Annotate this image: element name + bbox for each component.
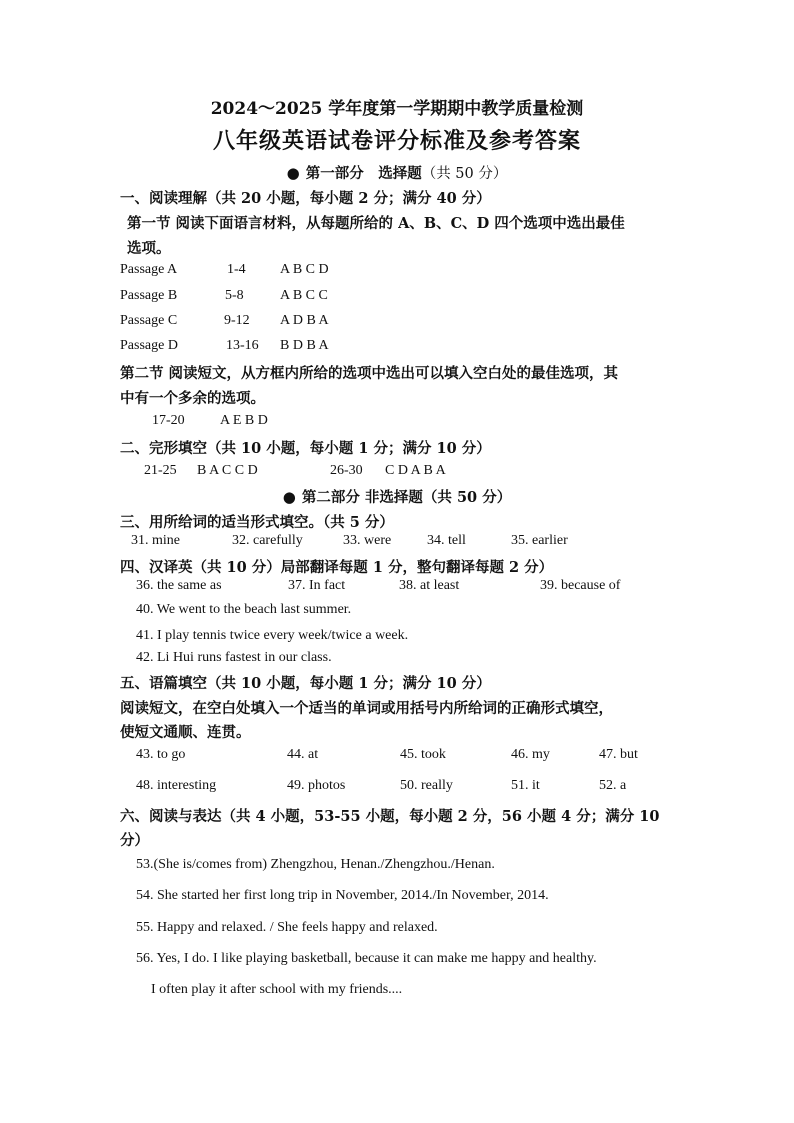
part2-title: 第二部分 非选择题（共 50 分） <box>301 489 512 506</box>
section1-part1-instruction-cont: 选项。 <box>127 240 171 257</box>
section1-part2-instruction-cont: 中有一个多余的选项。 <box>120 390 265 407</box>
section4-heading: 四、汉译英（共 10 分）局部翻译每题 1 分，整句翻译每题 2 分） <box>120 559 554 576</box>
section5-instruction: 阅读短文，在空白处填入一个适当的单词或用括号内所给词的正确形式填空， <box>120 700 613 717</box>
answer-key-title: 八年级英语试卷评分标准及参考答案 <box>212 128 581 154</box>
section4-sentence: 41. I play tennis twice every week/twice a week. <box>136 628 409 643</box>
section1-part1-instruction: 第一节 阅读下面语言材料，从每题所给的 A、B、C、D 四个选项中选出最佳 <box>127 215 625 232</box>
section3-heading: 三、用所给词的适当形式填空。（共 5 分） <box>120 514 394 531</box>
section6-answer-continued: I often play it after school with my friends.... <box>151 982 403 997</box>
section6-heading: 六、阅读与表达（共 4 小题，53-55 小题，每小题 2 分，56 小题 4 分；满分 10 <box>120 808 660 825</box>
section6-answer: 54. She started her first long trip in November, 2014./In November, 2014. <box>136 888 549 903</box>
part2-heading <box>0 486 794 507</box>
part1-heading <box>0 162 794 183</box>
section4-sentence: 42. Li Hui runs fastest in our class. <box>136 650 332 665</box>
section4-sentence: 40. We went to the beach last summer. <box>136 602 352 617</box>
section6-heading-cont: 分） <box>120 832 149 849</box>
exam-title: 2024～2025 学年度第一学期期中教学质量检测 <box>210 99 584 119</box>
section5-instruction-cont: 使短文通顺、连贯。 <box>120 724 251 741</box>
section1-part2-instruction: 第二节 阅读短文，从方框内所给的选项中选出可以填入空白处的最佳选项，其 <box>120 365 619 382</box>
part1-title: 第一部分 选择题 <box>305 165 422 182</box>
section2-heading: 二、完形填空（共 10 小题，每小题 1 分；满分 10 分） <box>120 440 491 457</box>
section5-heading: 五、语篇填空（共 10 小题，每小题 1 分；满分 10 分） <box>120 675 491 692</box>
section6-answer: 56. Yes, I do. I like playing basketball, because it can make me happy and healthy. <box>136 951 597 966</box>
section6-answer: 53.(She is/comes from) Zhengzhou, Henan./Zhengzhou./Henan. <box>136 857 495 872</box>
part1-note: （共 50 分） <box>421 166 508 182</box>
bullet-icon: ● <box>286 164 300 182</box>
section1-heading: 一、阅读理解（共 20 小题，每小题 2 分；满分 40 分） <box>120 190 491 207</box>
section6-answer: 55. Happy and relaxed. / She feels happy and relaxed. <box>136 920 438 935</box>
bullet-icon: ● <box>282 488 296 506</box>
